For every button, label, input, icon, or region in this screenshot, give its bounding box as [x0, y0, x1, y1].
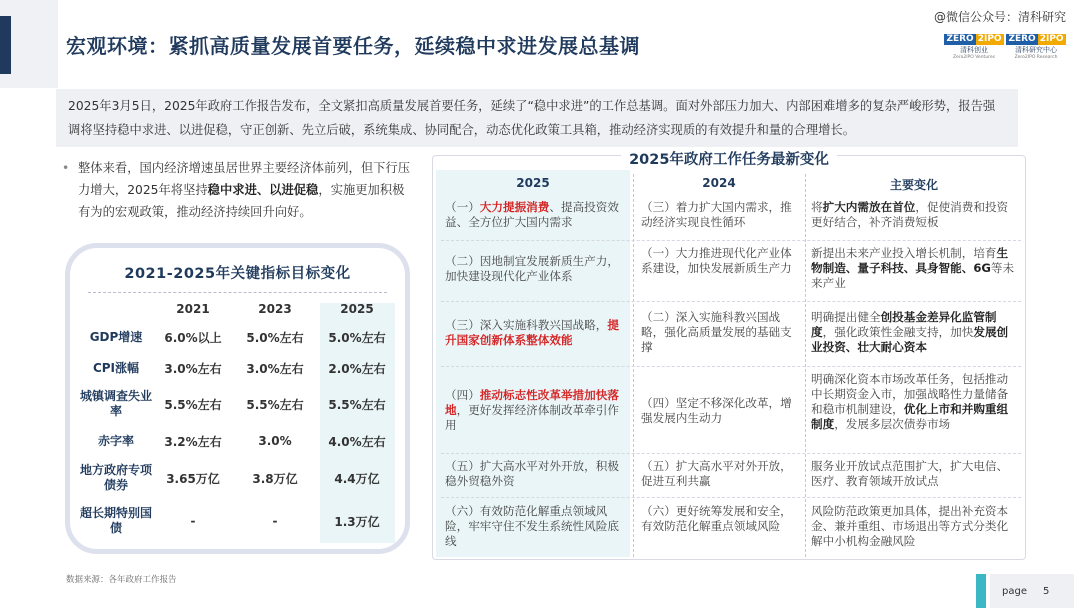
intro-paragraph: 2025年3月5日，2025年政府工作报告发布，全文紧扣高质量发展首要任务，延续了“稳中求进”的工作总基调。面对外部压力加大、内部困难增多的复杂严峻形势，报告强调将坚持稳中求进、以进促稳，守正创新、先立后破，系统集成、协同配合，动态优化政策工具箱，推动经济实现质的有效提升和量的合理增长。: [56, 89, 1018, 147]
summary-bullet: • 整体来看，国内经济增速虽居世界主要经济体前列，但下行压力增大，2025年将坚持稳中求进、以进促稳，实施更加积极有为的宏观政策，推动经济持续回升向好。: [62, 157, 414, 223]
col-header-change: 主要变化: [889, 178, 938, 192]
row-separator: [441, 366, 1021, 367]
page-tab-accent: [976, 574, 986, 608]
table-row: 赤字率 3.2%左右 3.0% 4.0%左右: [97, 433, 386, 449]
divider: [88, 292, 387, 293]
kpi-card-title: 2021-2025年关键指标目标变化: [124, 266, 351, 282]
row-separator: [441, 453, 1021, 454]
task-2024-cell: （二）深入实施科教兴国战略，强化高质量发展的基础支撑: [641, 310, 792, 354]
task-change-cell: 服务业开放试点范围扩大，扩大电信、医疗、教育领域开放试点: [811, 459, 1009, 488]
task-2025-cell: （五）扩大高水平对外开放，积极稳外贸稳外资: [445, 459, 619, 488]
task-change-cell: 明确提出健全创投基金差异化监管制度，强化政策性金融支持，加快发展创业投资、壮大耐心资本: [811, 310, 1009, 354]
bullet-dot-icon: •: [62, 161, 70, 175]
task-2025-cell: （六）有效防范化解重点领域风险，牢牢守住不发生系统性风险底线: [445, 504, 619, 548]
table-row: 城镇调查失业率 5.5%左右 5.5%左右 5.5%左右: [80, 389, 386, 418]
kpi-year-header: 2025: [340, 302, 374, 316]
page-number: 5: [1042, 585, 1050, 597]
task-change-cell: 明确深化资本市场改革任务，包括推动中长期资金入市，加强战略性力量储备和稳市机制建设，优化上市和并购重组制度，发展多层次债券市场: [811, 372, 1009, 431]
task-2024-cell: （六）更好统筹发展和安全，有效防范化解重点领域风险: [641, 504, 792, 533]
zero2ipo-research-logo: ZERO 2IPO 清科研究中心 Zero2IPO Research: [1008, 34, 1064, 60]
task-2024-cell: （五）扩大高水平对外开放，促进互利共赢: [641, 459, 792, 488]
table-row: 超长期特别国债 - - 1.3万亿: [80, 506, 380, 535]
header-accent-bar: [0, 16, 11, 74]
logo-group: [948, 34, 1062, 61]
task-card-title: 2025年政府工作任务最新变化: [433, 148, 1025, 169]
task-2024-cell: （三）着力扩大国内需求，推动经济实现良性循环: [641, 200, 792, 229]
page-label: page: [1002, 585, 1027, 597]
col-header-2025: 2025: [516, 176, 550, 190]
kpi-year-header: 2021: [176, 302, 210, 316]
col-header-2024: 2024: [702, 176, 736, 190]
data-source-note: 数据来源：各年政府工作报告: [66, 575, 177, 585]
kpi-table: [80, 297, 398, 543]
zero2ipo-ventures-logo: ZERO 2IPO 清科创业 Zero2IPO Ventures: [946, 34, 1002, 60]
table-row: 地方政府专项债券 3.65万亿 3.8万亿 4.4万亿: [80, 463, 380, 492]
page-title: 宏观环境：紧抓高质量发展首要任务，延续稳中求进发展总基调: [66, 34, 640, 58]
kpi-target-card: [65, 243, 410, 554]
table-row: CPI涨幅 3.0%左右 3.0%左右 2.0%左右: [92, 360, 386, 376]
task-changes-card: [432, 152, 1026, 560]
task-2025-cell: （二）因地制宜发展新质生产力，加快建设现代化产业体系: [445, 254, 619, 283]
task-change-cell: 将扩大内需放在首位，促使消费和投资更好结合，补齐消费短板: [811, 200, 1009, 229]
task-change-cell: 风险防范政策更加具体，提出补充资本金、兼并重组、市场退出等方式分类化解中小机构金融风险: [811, 504, 1009, 548]
page-indicator: [990, 574, 1074, 608]
task-2025-cell: （三）深入实施科教兴国战略，提升国家创新体系整体效能: [445, 318, 619, 347]
task-change-cell: 新提出未来产业投入增长机制，培育生物制造、量子科技、具身智能、6G等未来产业: [811, 246, 1015, 290]
watermark: @微信公众号：清科研究: [933, 10, 1066, 24]
table-row: GDP增速 6.0%以上 5.0%左右 5.0%左右: [89, 329, 386, 345]
task-2025-cell: （四）推动标志性改革举措加快落地，更好发挥经济体制改革牵引作用: [445, 388, 619, 432]
task-2025-cell: （一）大力提振消费、提高投资效益、全方位扩大国内需求: [445, 200, 619, 229]
task-2024-cell: （一）大力推进现代化产业体系建设，加快发展新质生产力: [641, 246, 792, 275]
row-separator: [441, 301, 1021, 302]
kpi-year-header: 2023: [258, 302, 292, 316]
row-separator: [441, 497, 1021, 498]
row-separator: [441, 240, 1021, 241]
task-2024-cell: （四）坚定不移深化改革，增强发展内生动力: [641, 396, 792, 425]
